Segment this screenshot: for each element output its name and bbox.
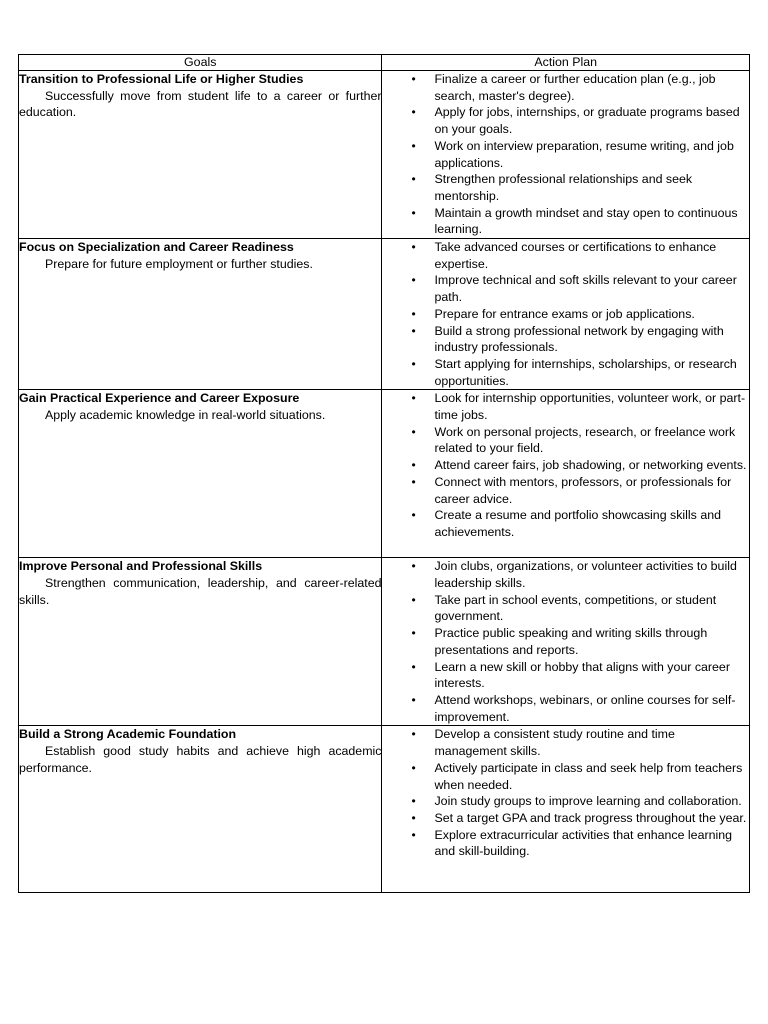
action-item: • Look for internship opportunities, volunteer work, or part-time jobs. [382,390,749,423]
goal-description: Strengthen communication, leadership, and career-related skills. [19,576,382,607]
table-row [19,726,750,893]
goals-header: Goals [19,55,382,71]
goal-title: Improve Personal and Professional Skills [19,559,263,574]
action-list [382,239,749,389]
action-item: • Develop a consistent study routine and time management skills. [382,726,749,759]
action-item: • Join study groups to improve learning and collaboration. [382,793,749,810]
action-item: • Create a resume and portfolio showcasing skills and achievements. [382,507,749,540]
goals-action-plan-table [18,54,750,893]
action-plan-cell [382,558,750,726]
action-list [382,71,749,238]
action-item: • Take advanced courses or certifications to enhance expertise. [382,239,749,272]
action-item: • Prepare for entrance exams or job applications. [382,306,749,323]
action-item: • Join clubs, organizations, or volunteer activities to build leadership skills. [382,558,749,591]
goal-description: Successfully move from student life to a career or further education. [19,88,382,120]
goal-cell [19,726,382,893]
goal-cell [19,239,382,390]
action-plan-cell [382,390,750,558]
action-item: • Work on interview preparation, resume writing, and job applications. [382,138,749,171]
goal-description: Establish good study habits and achieve high academic performance. [19,744,382,775]
table-row [19,71,750,239]
goal-title: Gain Practical Experience and Career Exposure [19,391,300,406]
action-item: • Practice public speaking and writing skills through presentations and reports. [382,625,749,658]
action-item: • Improve technical and soft skills relevant to your career path. [382,272,749,305]
action-item: • Take part in school events, competitions, or student government. [382,592,749,625]
action-item: • Strengthen professional relationships and seek mentorship. [382,171,749,204]
table-row [19,239,750,390]
action-plan-cell [382,71,750,239]
action-item: • Maintain a growth mindset and stay open to continuous learning. [382,205,749,238]
action-plan-cell [382,726,750,893]
action-item: • Work on personal projects, research, or freelance work related to your field. [382,424,749,457]
action-list [382,726,749,860]
table-row [19,390,750,558]
action-item: • Build a strong professional network by engaging with industry professionals. [382,323,749,356]
action-list [382,390,749,540]
action-item: • Finalize a career or further education plan (e.g., job search, master's degree). [382,71,749,104]
goal-title: Focus on Specialization and Career Readiness [19,240,294,255]
action-item: • Connect with mentors, professors, or professionals for career advice. [382,474,749,507]
action-plan-header: Action Plan [382,55,750,71]
action-plan-cell [382,239,750,390]
table-row [19,558,750,726]
goal-cell [19,71,382,239]
action-item: • Attend workshops, webinars, or online courses for self-improvement. [382,692,749,725]
action-item: • Set a target GPA and track progress throughout the year. [382,810,749,827]
goal-description: Prepare for future employment or further studies. [45,256,313,271]
goal-title: Build a Strong Academic Foundation [19,727,237,742]
table-header-row [19,55,750,71]
action-item: • Start applying for internships, scholarships, or research opportunities. [382,356,749,389]
action-item: • Actively participate in class and seek help from teachers when needed. [382,760,749,793]
goal-description: Apply academic knowledge in real-world situations. [45,408,326,423]
action-item: • Apply for jobs, internships, or graduate programs based on your goals. [382,104,749,137]
goal-cell [19,390,382,558]
action-item: • Explore extracurricular activities that enhance learning and skill-building. [382,827,749,860]
action-list [382,558,749,725]
goal-cell [19,558,382,726]
action-item: • Learn a new skill or hobby that aligns with your career interests. [382,659,749,692]
goal-title: Transition to Professional Life or Higher Studies [19,72,304,86]
action-item: • Attend career fairs, job shadowing, or networking events. [382,457,749,474]
